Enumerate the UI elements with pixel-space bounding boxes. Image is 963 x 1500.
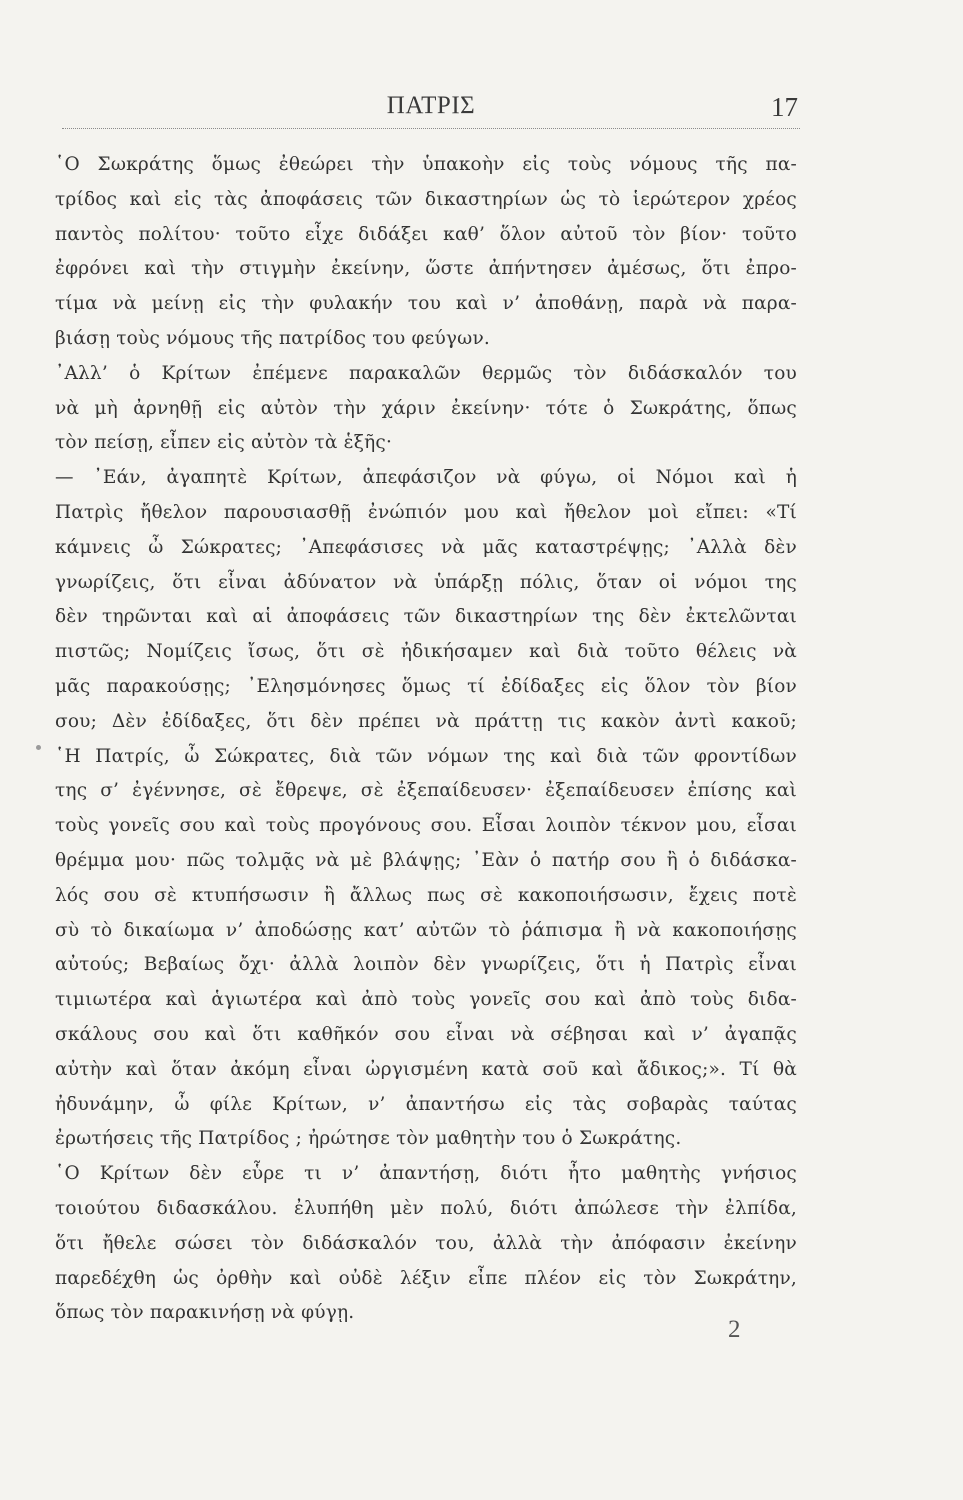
page-header	[62, 90, 800, 130]
margin-speck	[36, 745, 41, 750]
text-line: Πατρὶς ἤθελον παρουσιασθῇ ἐνώπιόν μου καὶ ἤθελον μοὶ εἴπει: «Τί	[55, 501, 797, 523]
text-line: ῾Ο Κρίτων δὲν εὗρε τι ν’ ἀπαντήσῃ, διότι ἦτο μαθητὴς γνήσιος	[55, 1163, 797, 1185]
text-line: πιστῶς; Νομίζεις ἴσως, ὅτι σὲ ἠδικήσαμεν καὶ διὰ τοῦτο θέλεις νὰ	[55, 641, 797, 663]
text-line: αὐτούς; Βεβαίως ὄχι· ἀλλὰ λοιπὸν δὲν γνωρίζεις, ὅτι ἡ Πατρὶς εἶναι	[55, 954, 797, 976]
text-line: της σ’ ἐγέννησε, σὲ ἔθρεψε, σὲ ἐξεπαίδευσεν· ἐξεπαίδευσεν ἐπίσης καὶ	[55, 780, 797, 802]
text-line: τὸν πείσῃ, εἶπεν εἰς αὐτὸν τὰ ἑξῆς·	[55, 432, 393, 454]
text-line: κάμνεις ὦ Σώκρατες; ᾿Απεφάσισες νὰ μᾶς καταστρέψῃς; ᾿Αλλὰ δὲν	[55, 536, 797, 558]
text-line: παρεδέχθη ὡς ὀρθὴν καὶ οὐδὲ λέξιν εἶπε πλέον εἰς τὸν Σωκράτην,	[55, 1267, 797, 1289]
text-line: ὅτι ἤθελε σώσει τὸν διδάσκαλόν του, ἀλλὰ τὴν ἀπόφασιν ἐκείνην	[55, 1232, 797, 1254]
text-line: σὺ τὸ δικαίωμα ν’ ἀποδώσῃς κατ’ αὐτῶν τὸ ῥάπισμα ἢ νὰ κακοποιήσῃς	[55, 919, 797, 941]
text-line: αὐτὴν καὶ ὅταν ἀκόμη εἶναι ὠργισμένη κατὰ σοῦ καὶ ἄδικος;». Τί θὰ	[55, 1058, 797, 1080]
text-line: ἐρωτήσεις τῆς Πατρίδος ; ἠρώτησε τὸν μαθητὴν του ὁ Σωκράτης.	[55, 1128, 682, 1150]
text-line: νὰ μὴ ἀρνηθῇ εἰς αὐτὸν τὴν χάριν ἐκείνην· τότε ὁ Σωκράτης, ὅπως	[55, 397, 797, 419]
text-line: ῾Ο Σωκράτης ὅμως ἐθεώρει τὴν ὑπακοὴν εἰς τοὺς νόμους τῆς πα-	[55, 154, 797, 175]
page-number: 17	[771, 92, 798, 122]
text-line: ἠδυνάμην, ὦ φίλε Κρίτων, ν’ ἀπαντήσω εἰς τὰς σοβαρὰς ταύτας	[55, 1093, 797, 1115]
text-line: σου; Δὲν ἐδίδαξες, ὅτι δὲν πρέπει νὰ πράττῃ τις κακὸν ἀντὶ κακοῦ;	[55, 710, 797, 732]
text-line: παντὸς πολίτου· τοῦτο εἶχε διδάξει καθ’ ὅλον αὐτοῦ τὸν βίον· τοῦτο	[55, 223, 797, 245]
running-title: ΠΑΤΡΙΣ	[386, 92, 476, 119]
body-text	[55, 148, 797, 1331]
text-line: τοὺς γονεῖς σου καὶ τοὺς προγόνους σου. Εἶσαι λοιπὸν τέκνον μου, εἶσαι	[55, 815, 797, 837]
text-line: λός σου σὲ κτυπήσωσιν ἢ ἄλλως πως σὲ κακοποιήσωσιν, ἔχεις ποτὲ	[55, 884, 797, 906]
text-line: μᾶς παρακούσῃς; ᾿Ελησμόνησες ὅμως τί ἐδίδαξες εἰς ὅλον τὸν βίον	[55, 675, 797, 697]
text-line: ἐφρόνει καὶ τὴν στιγμὴν ἐκείνην, ὥστε ἀπήντησεν ἀμέσως, ὅτι ἐπρο-	[55, 258, 797, 280]
header-rule	[62, 128, 800, 129]
text-line: τιμιωτέρα καὶ ἁγιωτέρα καὶ ἀπὸ τοὺς γονεῖς σου καὶ ἀπὸ τοὺς διδα-	[55, 989, 797, 1011]
text-line: βιάσῃ τοὺς νόμους τῆς πατρίδος του φεύγων.	[55, 327, 490, 349]
text-line: τίμα νὰ μείνῃ εἰς τὴν φυλακήν του καὶ ν’ ἀποθάνῃ, παρὰ νὰ παρα-	[55, 293, 797, 315]
text-line: γνωρίζεις, ὅτι εἶναι ἀδύνατον νὰ ὑπάρξῃ πόλις, ὅταν οἱ νόμοι της	[55, 571, 797, 593]
text-line: σκάλους σου καὶ ὅτι καθῆκόν σου εἶναι νὰ σέβησαι καὶ ν’ ἀγαπᾷς	[55, 1023, 797, 1045]
text-line: τρίδος καὶ εἰς τὰς ἀποφάσεις τῶν δικαστηρίων ὡς τὸ ἱερώτερον χρέος	[55, 188, 797, 210]
text-line: τοιούτου διδασκάλου. ἐλυπήθη μὲν πολύ, διότι ἀπώλεσε τὴν ἐλπίδα,	[55, 1197, 797, 1219]
text-line: ῾Η Πατρίς, ὦ Σώκρατες, διὰ τῶν νόμων της καὶ διὰ τῶν φροντίδων	[55, 745, 797, 767]
signature-mark: 2	[728, 1316, 741, 1343]
text-line: ὅπως τὸν παρακινήσῃ νὰ φύγῃ.	[55, 1302, 355, 1324]
text-line: — ᾿Εάν, ἀγαπητὲ Κρίτων, ἀπεφάσιζον νὰ φύγω, οἱ Νόμοι καὶ ἡ	[55, 467, 797, 489]
text-line: ᾿Αλλ’ ὁ Κρίτων ἐπέμενε παρακαλῶν θερμῶς τὸν διδάσκαλόν του	[55, 362, 797, 384]
text-line: δὲν τηρῶνται καὶ αἱ ἀποφάσεις τῶν δικαστηρίων της δὲν ἐκτελῶνται	[55, 606, 797, 628]
text-line: θρέμμα μου· πῶς τολμᾷς νὰ μὲ βλάψῃς; ᾿Εὰν ὁ πατήρ σου ἢ ὁ διδάσκα-	[55, 849, 797, 871]
